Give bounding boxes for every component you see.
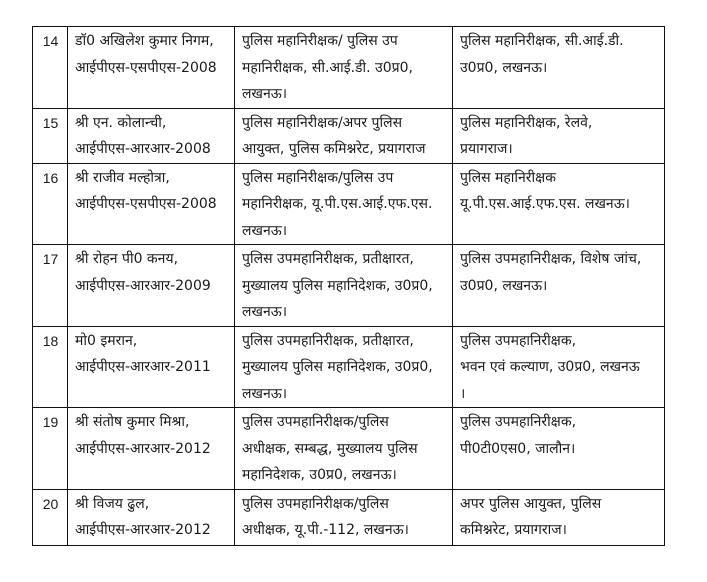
current-posting-line: लखनऊ। <box>242 385 288 402</box>
new-posting-line: उ0प्र0, लखनऊ। <box>460 277 548 294</box>
current-posting-line: आयुक्त, पुलिस कमिश्नरेट, प्रयागराज <box>242 141 426 157</box>
current-posting-cell <box>235 27 453 109</box>
officer-name: श्री संतोष कुमार मिश्रा, <box>75 414 190 430</box>
officer-batch: आईपीएस-आरआर-2008 <box>75 141 211 157</box>
officer-batch: आईपीएस-एसपीएस-2008 <box>75 196 217 212</box>
table-row <box>33 326 665 408</box>
table-row <box>33 163 665 245</box>
new-posting-line: पुलिस उपमहानिरीक्षक, <box>460 414 577 430</box>
table-row <box>33 245 665 327</box>
current-posting-line: अधीक्षक, सम्बद्ध, मुख्यालय पुलिस <box>242 440 418 457</box>
new-posting-line: पुलिस उपमहानिरीक्षक, <box>460 332 577 349</box>
table-row <box>33 27 665 109</box>
current-posting-cell <box>235 326 453 408</box>
new-posting-line: पुलिस उपमहानिरीक्षक, विशेष जांच, <box>460 251 642 267</box>
new-posting-line: अपर पुलिस आयुक्त, पुलिस <box>460 495 602 512</box>
new-posting-cell <box>453 245 665 327</box>
officer-batch: आईपीएस-आरआर-2009 <box>75 277 211 294</box>
new-posting-line: प्रयागराज। <box>460 141 513 157</box>
serial-number: 19 <box>33 408 68 490</box>
officer-batch: आईपीएस-आरआर-2011 <box>75 359 211 375</box>
serial-number: 14 <box>33 27 68 109</box>
serial-number: 15 <box>33 108 68 163</box>
current-posting-line: पुलिस महानिरीक्षक/पुलिस उप <box>242 169 394 186</box>
officer-name-cell <box>68 489 235 545</box>
officer-name-cell <box>68 326 235 408</box>
officer-name: श्री विजय ढुल, <box>75 495 150 512</box>
new-posting-line: पुलिस महानिरीक्षक, सी.आई.डी. <box>460 33 624 49</box>
current-posting-line: महानिदेशक, उ0प्र0, लखनऊ। <box>242 467 397 483</box>
current-posting-line: लखनऊ। <box>242 86 288 102</box>
new-posting-cell <box>453 163 665 245</box>
current-posting-line: पुलिस महानिरीक्षक/अपर पुलिस <box>242 114 403 131</box>
officer-batch: आईपीएस-एसपीएस-2008 <box>75 59 217 76</box>
officer-name: श्री एन. कोलान्ची, <box>75 114 167 131</box>
officer-name-cell <box>68 163 235 245</box>
new-posting-cell <box>453 108 665 163</box>
serial-number: 16 <box>33 163 68 245</box>
serial-number: 20 <box>33 489 68 545</box>
officer-name: डॉ0 अखिलेश कुमार निगम, <box>75 33 214 49</box>
current-posting-cell <box>235 108 453 163</box>
new-posting-line: पुलिस महानिरीक्षक, रेलवे, <box>460 114 593 131</box>
current-posting-line: लखनऊ। <box>242 304 288 320</box>
new-posting-line: भवन एवं कल्याण, उ0प्र0, लखनऊ <box>460 359 640 375</box>
table-row <box>33 408 665 490</box>
new-posting-cell <box>453 326 665 408</box>
officer-name: मो0 इमरान, <box>75 332 138 349</box>
officer-batch: आईपीएस-आरआर-2012 <box>75 440 211 457</box>
new-posting-cell <box>453 408 665 490</box>
officer-name: श्री राजीव मल्होत्रा, <box>75 169 170 186</box>
current-posting-line: महानिरीक्षक, सी.आई.डी. उ0प्र0, <box>242 59 413 76</box>
officer-name-cell <box>68 108 235 163</box>
current-posting-line: पुलिस उपमहानिरीक्षक, प्रतीक्षारत, <box>242 251 414 267</box>
current-posting-line: पुलिस महानिरीक्षक/ पुलिस उप <box>242 33 398 49</box>
serial-number: 17 <box>33 245 68 327</box>
table-row <box>33 489 665 545</box>
current-posting-cell <box>235 163 453 245</box>
table-row <box>33 108 665 163</box>
current-posting-cell <box>235 489 453 545</box>
current-posting-line: अधीक्षक, यू.पी.-112, लखनऊ। <box>242 522 409 538</box>
current-posting-cell <box>235 408 453 490</box>
new-posting-cell <box>453 489 665 545</box>
current-posting-line: पुलिस उपमहानिरीक्षक/पुलिस <box>242 414 389 430</box>
new-posting-line: उ0प्र0, लखनऊ। <box>460 59 548 76</box>
new-posting-cell <box>453 27 665 109</box>
current-posting-line: महानिरीक्षक, यू.पी.एस.आई.एफ.एस. <box>242 196 433 212</box>
current-posting-line: पुलिस उपमहानिरीक्षक/पुलिस <box>242 495 389 512</box>
current-posting-line: मुख्यालय पुलिस महानिदेशक, उ0प्र0, <box>242 359 433 375</box>
officer-name-cell <box>68 245 235 327</box>
transfer-posting-table <box>32 26 665 546</box>
officer-name-cell <box>68 27 235 109</box>
serial-number: 18 <box>33 326 68 408</box>
new-posting-line: । <box>460 385 466 402</box>
new-posting-line: पी0टी0एस0, जालौन। <box>460 440 576 457</box>
current-posting-line: पुलिस उपमहानिरीक्षक, प्रतीक्षारत, <box>242 332 414 349</box>
officer-batch: आईपीएस-आरआर-2012 <box>75 522 211 538</box>
current-posting-cell <box>235 245 453 327</box>
new-posting-line: यू.पी.एस.आई.एफ.एस. लखनऊ। <box>460 196 630 212</box>
new-posting-line: पुलिस महानिरीक्षक <box>460 169 556 186</box>
current-posting-line: लखनऊ। <box>242 222 288 239</box>
current-posting-line: मुख्यालय पुलिस महानिदेशक, उ0प्र0, <box>242 277 433 294</box>
new-posting-line: कमिश्नरेट, प्रयागराज। <box>460 522 567 538</box>
officer-name: श्री रोहन पी0 कनय, <box>75 251 179 267</box>
officer-name-cell <box>68 408 235 490</box>
